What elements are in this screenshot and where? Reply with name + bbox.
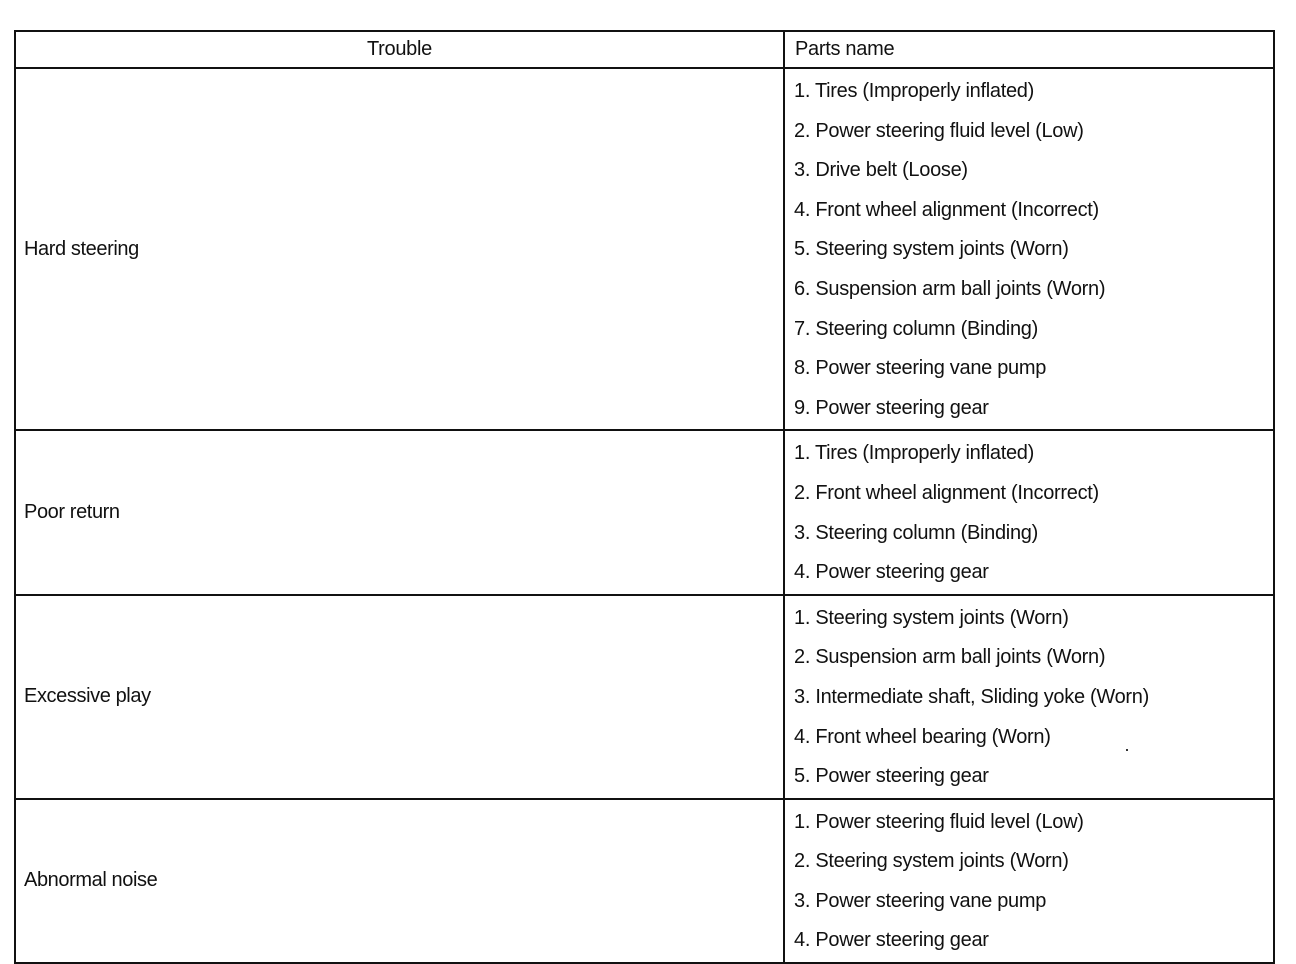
part-item: 8. Power steering vane pump (794, 357, 1047, 380)
part-item: 1. Steering system joints (Worn) (794, 606, 1069, 629)
part-item: 1. Power steering fluid level (Low) (794, 810, 1084, 833)
troubleshooting-table (14, 30, 1275, 964)
part-item: 1. Tires (Improperly inflated) (794, 80, 1034, 102)
part-item: 4. Power steering gear (794, 929, 989, 952)
trouble-column-header: Trouble (15, 31, 784, 68)
table-row (15, 68, 1274, 430)
trouble-cell: Abnormal noise (15, 799, 784, 963)
part-item: 2. Power steering fluid level (Low) (794, 119, 1084, 142)
table-row (15, 799, 1274, 963)
trouble-cell: Hard steering (15, 68, 784, 430)
part-item: 5. Steering system joints (Worn) (794, 238, 1069, 261)
part-item: 3. Intermediate shaft, Sliding yoke (Worn) (794, 685, 1149, 708)
table-row (15, 430, 1274, 594)
part-item: 2. Steering system joints (Worn) (794, 850, 1069, 873)
part-item: 4. Power steering gear (794, 561, 989, 584)
part-item: 4. Front wheel bearing (Worn) (794, 725, 1051, 748)
part-item: 6. Suspension arm ball joints (Worn) (794, 277, 1106, 300)
stray-mark (1126, 749, 1128, 751)
part-item: 3. Drive belt (Loose) (794, 159, 968, 182)
parts-cell (784, 799, 1274, 963)
part-item: 9. Power steering gear (794, 396, 989, 419)
part-item: 1. Tires (Improperly inflated) (794, 442, 1034, 465)
header-row (15, 31, 1274, 68)
trouble-cell: Poor return (15, 430, 784, 594)
part-item: 7. Steering column (Binding) (794, 317, 1038, 340)
parts-cell (784, 430, 1274, 594)
trouble-cell: Excessive play (15, 595, 784, 799)
part-item: 5. Power steering gear (794, 765, 989, 788)
parts-cell (784, 68, 1274, 430)
part-item: 2. Suspension arm ball joints (Worn) (794, 646, 1106, 669)
part-item: 4. Front wheel alignment (Incorrect) (794, 198, 1099, 221)
table-body (15, 68, 1274, 963)
table-row (15, 595, 1274, 799)
part-item: 2. Front wheel alignment (Incorrect) (794, 481, 1099, 504)
part-item: 3. Steering column (Binding) (794, 521, 1038, 544)
parts-cell (784, 595, 1274, 799)
part-item: 3. Power steering vane pump (794, 889, 1047, 912)
parts-name-column-header: Parts name (784, 31, 1274, 68)
